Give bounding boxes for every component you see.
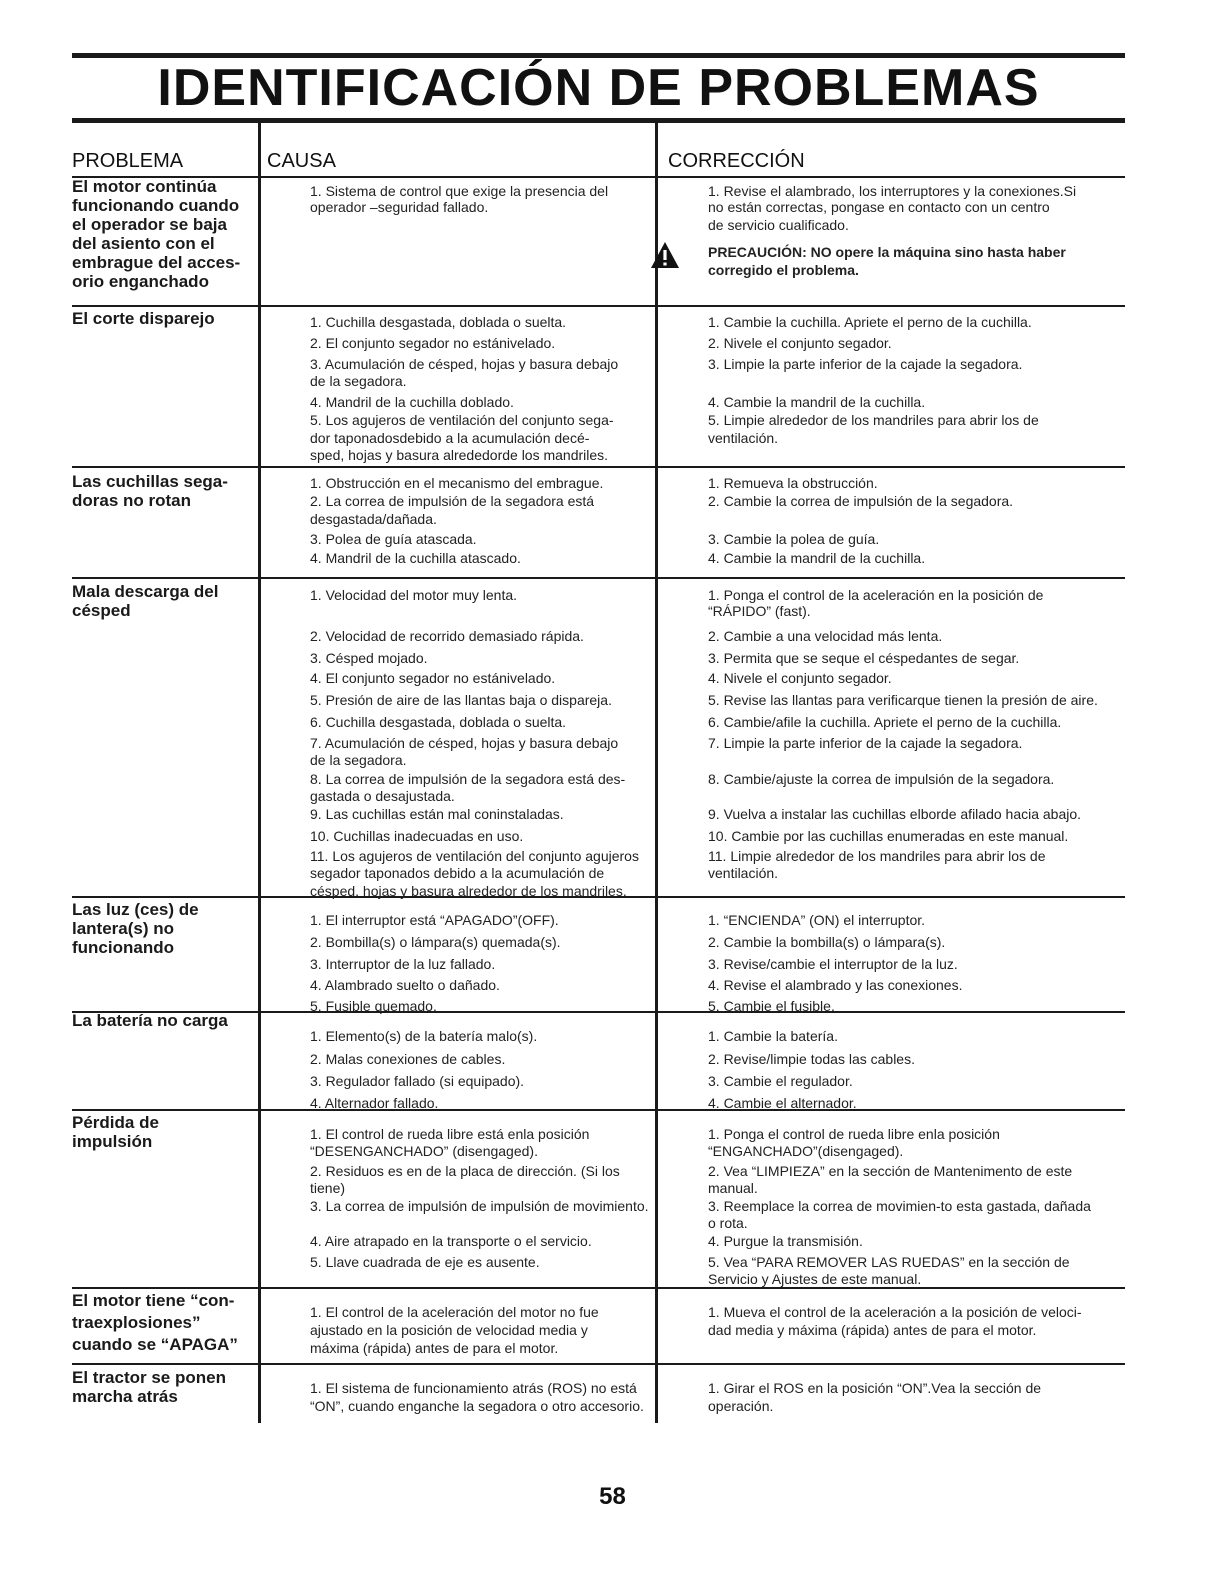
cause-item: 2. Residuos es en de la placa de dirección. (Si los bbox=[310, 1163, 620, 1179]
row-divider bbox=[72, 305, 1125, 307]
cause-item: 6. Cuchilla desgastada, doblada o suelta. bbox=[310, 714, 567, 730]
problem-line: El tractor se ponen bbox=[72, 1368, 226, 1387]
header-problema: PROBLEMA bbox=[72, 150, 184, 172]
correction-item: 10. Cambie por las cuchillas enumeradas en este manual. bbox=[708, 828, 1069, 844]
problem-line: orio enganchado bbox=[72, 272, 209, 291]
cause-item: 7. Acumulación de césped, hojas y basura debajo bbox=[310, 735, 619, 751]
cause-item: 9. Las cuchillas están mal coninstaladas. bbox=[310, 806, 564, 822]
correction-item: 3. Reemplace la correa de movimien-to esta gastada, dañada bbox=[708, 1198, 1091, 1214]
correction-item: 1. Cambie la cuchilla. Apriete el perno de la cuchilla. bbox=[708, 314, 1032, 330]
correction-item: ventilación. bbox=[708, 430, 779, 446]
correction-item: no están correctas, pongase en contacto con un centro bbox=[708, 199, 1050, 215]
correction-item: 5. Limpie alrededor de los mandriles para abrir los de bbox=[708, 412, 1039, 428]
problem-line: Mala descarga del bbox=[72, 582, 219, 601]
correction-item: dad media y máxima (rápida) antes de para el motor. bbox=[708, 1322, 1037, 1338]
cause-item: 11. Los agujeros de ventilación del conjunto agujeros bbox=[310, 848, 639, 864]
problem-line: marcha atrás bbox=[72, 1387, 178, 1406]
cause-item: 5. Fusible quemado. bbox=[310, 998, 437, 1014]
cause-item: máxima (rápida) antes de para el motor. bbox=[310, 1340, 559, 1356]
problem-label bbox=[72, 1113, 252, 1151]
cause-item: 1. Cuchilla desgastada, doblada o suelta. bbox=[310, 314, 567, 330]
correction-item: 2. Cambie a una velocidad más lenta. bbox=[708, 628, 943, 644]
correction-item: “RÁPIDO” (fast). bbox=[708, 603, 811, 619]
problem-line: embrague del acces- bbox=[72, 253, 241, 272]
problem-line: impulsión bbox=[72, 1132, 153, 1151]
cause-item: segador taponados debido a la acumulación de bbox=[310, 865, 605, 881]
cause-item: 1. Velocidad del motor muy lenta. bbox=[310, 587, 518, 603]
cause-item: 4. Mandril de la cuchilla doblado. bbox=[310, 394, 514, 410]
cause-item: 1. Elemento(s) de la batería malo(s). bbox=[310, 1028, 538, 1044]
cause-item: 10. Cuchillas inadecuadas en uso. bbox=[310, 828, 524, 844]
problem-line: El corte disparejo bbox=[72, 309, 215, 328]
correction-item: Servicio y Ajustes de este manual. bbox=[708, 1271, 922, 1287]
cause-item: 2. El conjunto segador no estánivelado. bbox=[310, 335, 556, 351]
problem-line: doras no rotan bbox=[72, 491, 192, 510]
correction-item: 4. Cambie el alternador. bbox=[708, 1095, 857, 1111]
problem-label bbox=[72, 177, 252, 291]
cause-item: 3. Acumulación de césped, hojas y basura debajo bbox=[310, 356, 619, 372]
correction-item: 4. Cambie la mandril de la cuchilla. bbox=[708, 394, 926, 410]
problem-label bbox=[72, 900, 252, 957]
column-divider bbox=[655, 123, 658, 1423]
correction-item: 1. “ENCIENDA” (ON) el interruptor. bbox=[708, 912, 926, 928]
correction-item: ventilación. bbox=[708, 865, 779, 881]
correction-item: 3. Limpie la parte inferior de la cajade la segadora. bbox=[708, 356, 1023, 372]
correction-item: 2. Cambie la bombilla(s) o lámpara(s). bbox=[708, 934, 946, 950]
cause-item: gastada o desajustada. bbox=[310, 788, 455, 804]
cause-item: 4. Mandril de la cuchilla atascado. bbox=[310, 550, 521, 566]
problem-line: El motor tiene “con- bbox=[72, 1291, 235, 1310]
cause-item: 4. Alambrado suelto o dañado. bbox=[310, 977, 500, 993]
problem-label bbox=[72, 309, 252, 328]
problem-line: El motor continúa bbox=[72, 177, 217, 196]
cause-item: 4. El conjunto segador no estánivelado. bbox=[310, 670, 556, 686]
correction-item: 2. Cambie la correa de impulsión de la segadora. bbox=[708, 493, 1014, 509]
cause-item: 5. Presión de aire de las llantas baja o dispareja. bbox=[310, 692, 612, 708]
column-divider bbox=[258, 123, 261, 1423]
correction-item: 3. Revise/cambie el interruptor de la luz. bbox=[708, 956, 958, 972]
correction-item: 4. Revise el alambrado y las conexiones. bbox=[708, 977, 963, 993]
correction-item: 1. Revise el alambrado, los interruptores y la conexiones.Si bbox=[708, 183, 1077, 199]
correction-item: 3. Cambie el regulador. bbox=[708, 1073, 853, 1089]
cause-item: 5. Llave cuadrada de eje es ausente. bbox=[310, 1254, 540, 1270]
cause-item: 2. Malas conexiones de cables. bbox=[310, 1051, 506, 1067]
cause-item: 1. El sistema de funcionamiento atrás (ROS) no está bbox=[310, 1380, 637, 1396]
problem-line: La batería no carga bbox=[72, 1011, 228, 1030]
correction-item: 4. Cambie la mandril de la cuchilla. bbox=[708, 550, 926, 566]
cause-item: 3. Interruptor de la luz fallado. bbox=[310, 956, 496, 972]
problem-line: Las luz (ces) de bbox=[72, 900, 199, 919]
problem-label bbox=[72, 582, 252, 620]
correction-item: 2. Nivele el conjunto segador. bbox=[708, 335, 892, 351]
correction-item: 4. Nivele el conjunto segador. bbox=[708, 670, 892, 686]
problem-label bbox=[72, 1368, 252, 1406]
warning-text: PRECAUCIÓN: NO opere la máquina sino hasta haber bbox=[708, 244, 1066, 260]
cause-item: tiene) bbox=[310, 1180, 346, 1196]
page-title: IDENTIFICACIÓN DE PROBLEMAS bbox=[157, 59, 1040, 117]
problem-label bbox=[72, 472, 252, 510]
row-divider bbox=[72, 1109, 1125, 1111]
cause-item: 4. Alternador fallado. bbox=[310, 1095, 439, 1111]
cause-item: operador –seguridad fallado. bbox=[310, 199, 489, 215]
correction-item: 6. Cambie/afile la cuchilla. Apriete el perno de la cuchilla. bbox=[708, 714, 1062, 730]
correction-item: 5. Vea “PARA REMOVER LAS RUEDAS” en la sección de bbox=[708, 1254, 1070, 1270]
correction-item: 11. Limpie alrededor de los mandriles para abrir los de bbox=[708, 848, 1046, 864]
cause-item: de la segadora. bbox=[310, 373, 407, 389]
cause-item: 1. El control de la aceleración del motor no fue bbox=[310, 1304, 599, 1320]
cause-item: sped, hojas y basura alrededorde los mandriles. bbox=[310, 447, 609, 463]
cause-item: 3. La correa de impulsión de impulsión de movimiento. bbox=[310, 1198, 649, 1214]
problem-line: el operador se baja bbox=[72, 215, 227, 234]
problem-label bbox=[72, 1290, 252, 1356]
correction-item: 3. Permita que se seque el céspedantes de segar. bbox=[708, 650, 1020, 666]
cause-item: 3. Regulador fallado (si equipado). bbox=[310, 1073, 525, 1089]
correction-item: 5. Revise las llantas para verificarque tienen la presión de aire. bbox=[708, 692, 1098, 708]
cause-item: dor taponadosdebido a la acumulación decé- bbox=[310, 430, 590, 446]
row-divider bbox=[72, 1287, 1125, 1289]
warning-text: corregido el problema. bbox=[708, 262, 859, 278]
problem-line: cuando se “APAGA” bbox=[72, 1335, 238, 1354]
correction-item: 1. Cambie la batería. bbox=[708, 1028, 838, 1044]
cause-item: ajustado en la posición de velocidad media y bbox=[310, 1322, 588, 1338]
problem-line: funcionando bbox=[72, 938, 174, 957]
cause-item: 2. La correa de impulsión de la segadora está bbox=[310, 493, 595, 509]
cause-item: 8. La correa de impulsión de la segadora está des- bbox=[310, 771, 626, 787]
correction-item: 9. Vuelva a instalar las cuchillas elborde afilado hacia abajo. bbox=[708, 806, 1082, 822]
problem-line: traexplosiones” bbox=[72, 1313, 201, 1332]
cause-item: 5. Los agujeros de ventilación del conjunto sega- bbox=[310, 412, 614, 428]
cause-item: 1. Obstrucción en el mecanismo del embrague. bbox=[310, 475, 604, 491]
row-divider bbox=[72, 466, 1125, 468]
correction-item: 2. Vea “LIMPIEZA” en la sección de Mantenimento de este bbox=[708, 1163, 1073, 1179]
problem-label bbox=[72, 1011, 252, 1030]
cause-item: “DESENGANCHADO” (disengaged). bbox=[310, 1143, 538, 1159]
cause-item: 2. Velocidad de recorrido demasiado rápida. bbox=[310, 628, 584, 644]
correction-item: operación. bbox=[708, 1398, 774, 1414]
cause-item: desgastada/dañada. bbox=[310, 511, 437, 527]
correction-item: 1. Remueva la obstrucción. bbox=[708, 475, 878, 491]
page-number: 58 bbox=[599, 1483, 626, 1510]
cause-item: 1. Sistema de control que exige la presencia del bbox=[310, 183, 609, 199]
correction-item: 1. Ponga el control de la aceleración en la posición de bbox=[708, 587, 1044, 603]
title-rule bbox=[72, 118, 1125, 123]
correction-item: “ENGANCHADO”(disengaged). bbox=[708, 1143, 904, 1159]
cause-item: de la segadora. bbox=[310, 752, 407, 768]
correction-item: 5. Cambie el fusible. bbox=[708, 998, 835, 1014]
problem-line: funcionando cuando bbox=[72, 196, 240, 215]
header-causa: CAUSA bbox=[267, 150, 336, 172]
cause-item: 3. Polea de guía atascada. bbox=[310, 531, 477, 547]
header-correccion: CORRECCIÓN bbox=[668, 150, 805, 172]
correction-item: 1. Mueva el control de la aceleración a la posición de veloci- bbox=[708, 1304, 1082, 1320]
problem-line: Pérdida de bbox=[72, 1113, 159, 1132]
cause-item: 4. Aire atrapado en la transporte o el servicio. bbox=[310, 1233, 592, 1249]
warning-icon bbox=[650, 240, 680, 270]
cause-item: 2. Bombilla(s) o lámpara(s) quemada(s). bbox=[310, 934, 561, 950]
cause-item: césped, hojas y basura alrededor de los mandriles. bbox=[310, 883, 627, 899]
correction-item: manual. bbox=[708, 1180, 758, 1196]
correction-item: 3. Cambie la polea de guía. bbox=[708, 531, 880, 547]
cause-item: “ON”, cuando enganche la segadora o otro accesorio. bbox=[310, 1398, 644, 1414]
correction-item: 4. Purgue la transmisión. bbox=[708, 1233, 863, 1249]
problem-line: Las cuchillas sega- bbox=[72, 472, 228, 491]
correction-item: de servicio cualificado. bbox=[708, 217, 849, 233]
correction-item: 8. Cambie/ajuste la correa de impulsión de la segadora. bbox=[708, 771, 1055, 787]
cause-item: 1. El control de rueda libre está enla posición bbox=[310, 1126, 590, 1142]
cause-item: 1. El interruptor está “APAGADO”(OFF). bbox=[310, 912, 559, 928]
correction-item: 7. Limpie la parte inferior de la cajade la segadora. bbox=[708, 735, 1023, 751]
correction-item: 2. Revise/limpie todas las cables. bbox=[708, 1051, 915, 1067]
problem-line: césped bbox=[72, 601, 131, 620]
correction-item: 1. Ponga el control de rueda libre enla posición bbox=[708, 1126, 1000, 1142]
problem-line: lantera(s) no bbox=[72, 919, 175, 938]
row-divider bbox=[72, 1363, 1125, 1365]
correction-item: o rota. bbox=[708, 1215, 748, 1231]
cause-item: 3. Césped mojado. bbox=[310, 650, 428, 666]
row-divider bbox=[72, 577, 1125, 579]
problem-line: del asiento con el bbox=[72, 234, 215, 253]
correction-item: 1. Girar el ROS en la posición “ON”.Vea la sección de bbox=[708, 1380, 1042, 1396]
